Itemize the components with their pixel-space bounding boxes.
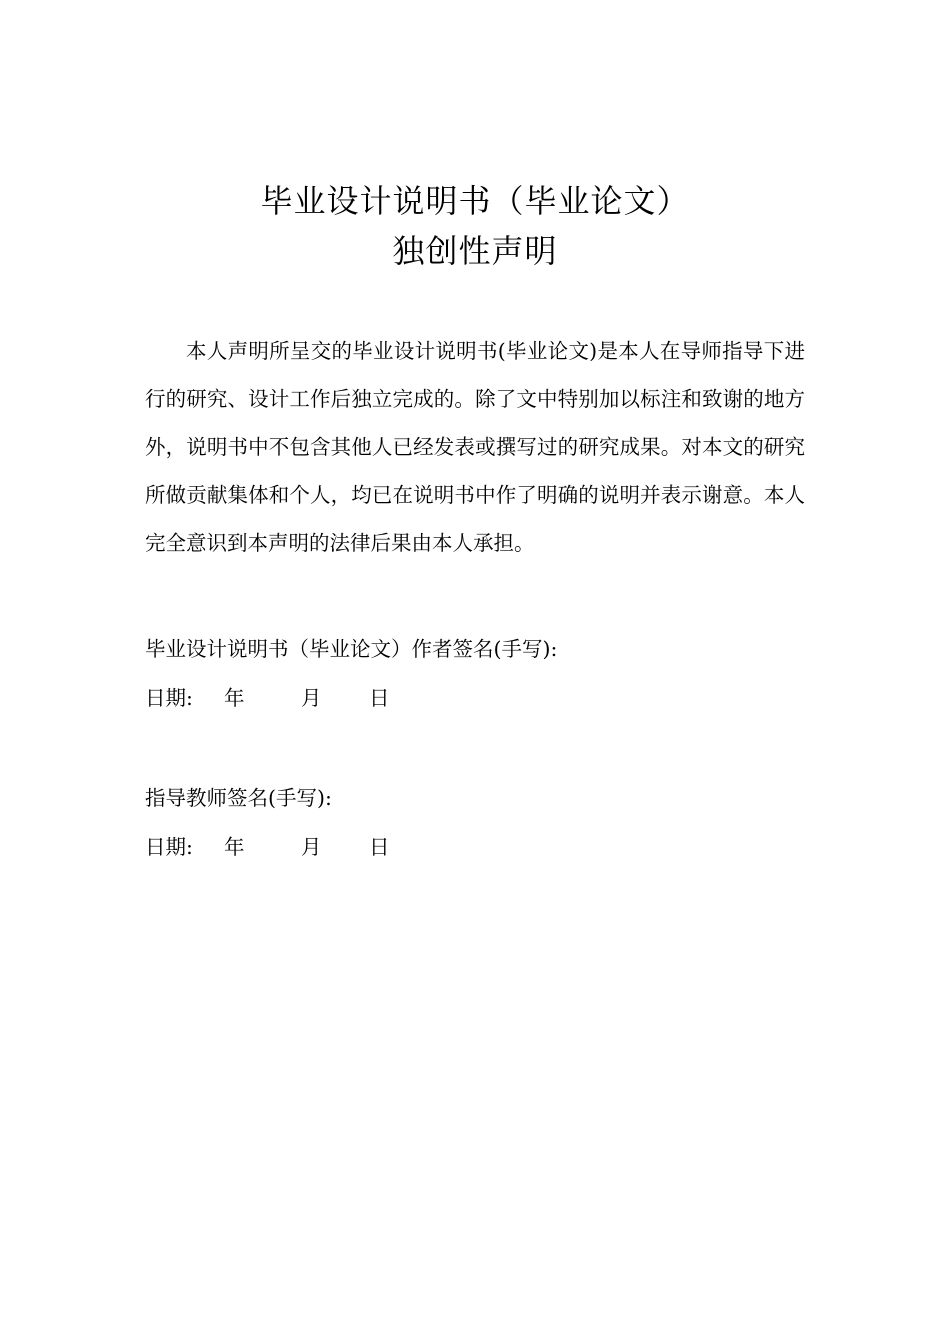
advisor-date-line [145, 832, 405, 862]
advisor-month-label: 月 [301, 835, 322, 859]
advisor-date-label: 日期: [145, 835, 193, 859]
title-line-1: 毕业设计说明书（毕业论文） [260, 182, 690, 220]
author-month-label: 月 [301, 686, 322, 710]
author-date-label: 日期: [145, 686, 193, 710]
author-signature-label: 毕业设计说明书（毕业论文）作者签名(手写): [145, 637, 558, 661]
advisor-day-label: 日 [369, 835, 390, 859]
author-date-line [145, 683, 405, 713]
declaration-paragraph: 本人声明所呈交的毕业设计说明书(毕业论文)是本人在导师指导下进行的研究、设计工作后独立完成的。除了文中特别加以标注和致谢的地方外，说明书中不包含其他人已经发表或撰写过的研究成果。对本文的研究所做贡献集体和个人，均已在说明书中作了明确的说明并表示谢意。本人完全意识到本声明的法律后果由本人承担。 [145, 339, 805, 555]
document-title [0, 176, 950, 276]
author-year-label: 年 [224, 686, 245, 710]
advisor-signature-label: 指导教师签名(手写): [145, 786, 332, 810]
title-line-2: 独创性声明 [392, 232, 558, 270]
advisor-year-label: 年 [224, 835, 245, 859]
author-day-label: 日 [369, 686, 390, 710]
